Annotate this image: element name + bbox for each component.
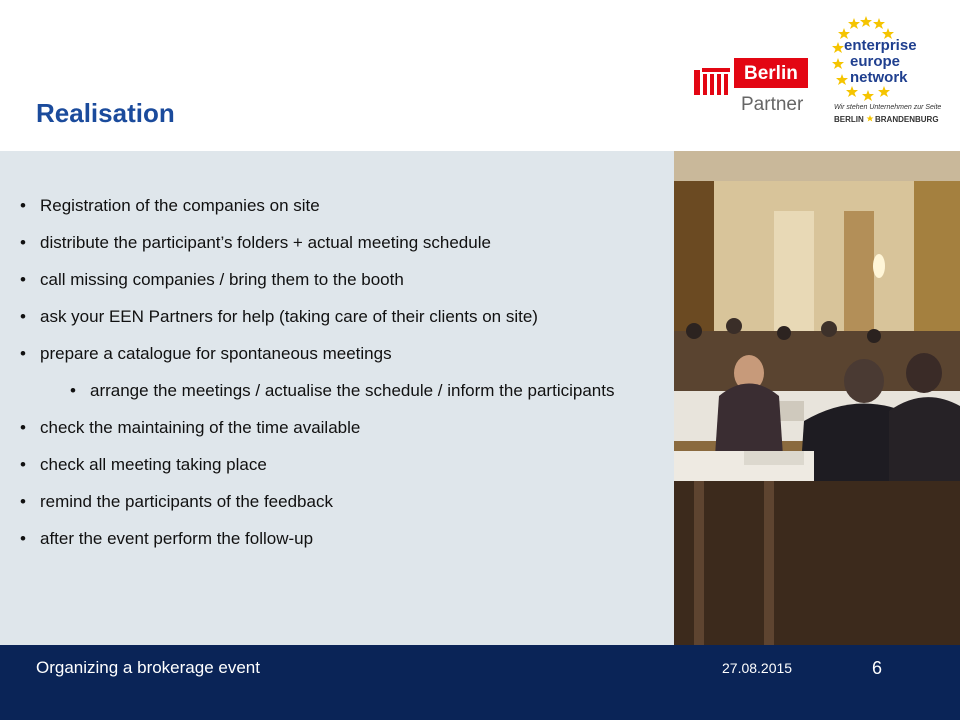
content-panel bbox=[0, 151, 674, 645]
footer-date: 27.08.2015 bbox=[722, 660, 793, 676]
bullet-item: • remind the participants of the feedback bbox=[20, 491, 650, 513]
bullet-item: • ask your EEN Partners for help (taking care of their clients on site) bbox=[20, 306, 650, 328]
svg-text:europe: europe bbox=[850, 53, 901, 70]
een-logo bbox=[832, 16, 946, 128]
event-photo bbox=[674, 151, 960, 645]
svg-text:BERLIN: BERLIN bbox=[834, 115, 864, 124]
bullet-item: • check all meeting taking place bbox=[20, 454, 650, 476]
bullet-item: • prepare a catalogue for spontaneous meetings bbox=[20, 343, 650, 365]
footer-title: Organizing a brokerage event bbox=[36, 658, 260, 677]
svg-text:Partner: Partner bbox=[741, 94, 804, 115]
footer-bar bbox=[0, 645, 960, 720]
slide-title: Realisation bbox=[36, 98, 175, 128]
bullet-item: • check the maintaining of the time available bbox=[20, 417, 650, 439]
svg-text:network: network bbox=[850, 69, 908, 86]
berlin-partner-logo bbox=[694, 56, 810, 116]
bullet-item: • Registration of the companies on site bbox=[20, 195, 650, 217]
svg-text:BRANDENBURG: BRANDENBURG bbox=[875, 115, 939, 124]
page-number: 6 bbox=[872, 658, 883, 678]
bullet-item: • distribute the participant’s folders + actual meeting schedule bbox=[20, 232, 650, 254]
bullet-item: • call missing companies / bring them to the booth bbox=[20, 269, 650, 291]
svg-text:Berlin: Berlin bbox=[744, 63, 798, 84]
bullet-list bbox=[20, 195, 650, 565]
sub-bullet-item: • arrange the meetings / actualise the schedule / inform the participants bbox=[70, 380, 650, 402]
svg-text:enterprise: enterprise bbox=[844, 37, 917, 54]
svg-text:Wir stehen Unternehmen zur Sei: Wir stehen Unternehmen zur Seite bbox=[834, 104, 942, 111]
bullet-item: • after the event perform the follow-up bbox=[20, 528, 650, 550]
